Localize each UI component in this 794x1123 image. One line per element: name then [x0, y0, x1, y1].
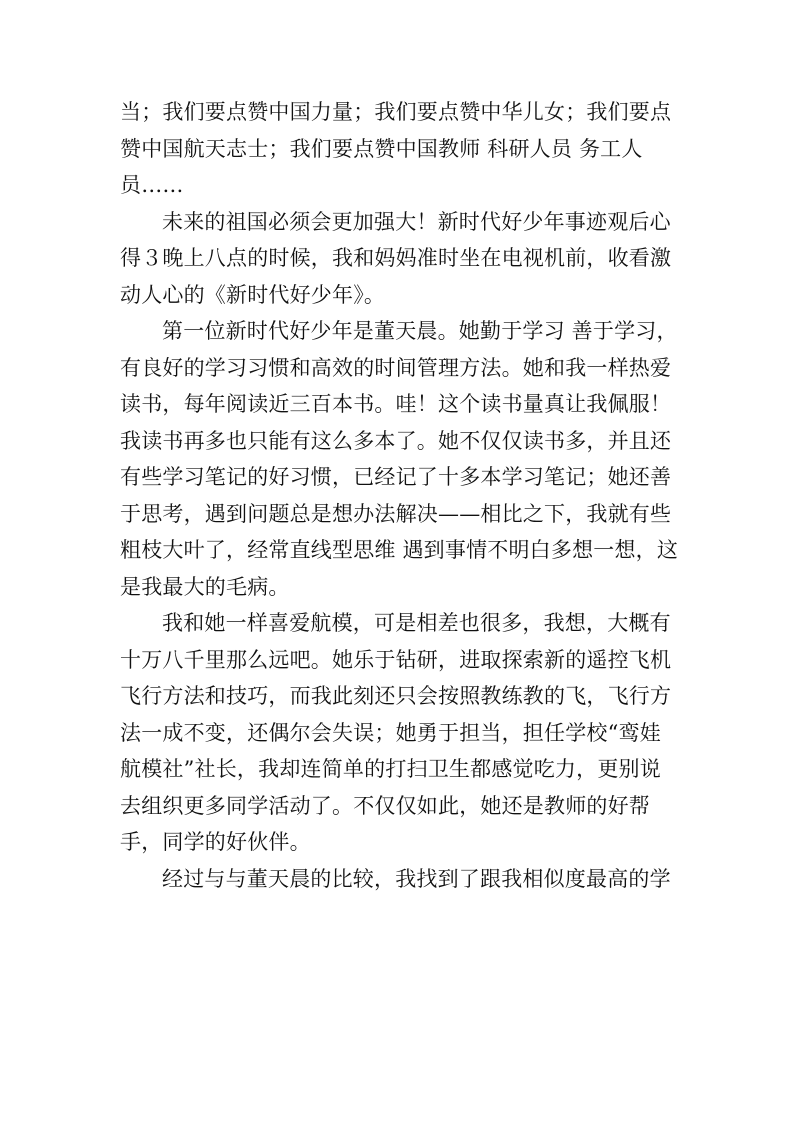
paragraph-aircraft-models: 我和她一样喜爱航模，可是相差也很多，我想，大概有十万八千里那么远吧。她乐于钻研，进取探索新的遥控飞机飞行方法和技巧，而我此刻还只会按照教练教的飞，飞行方法一成不变，还偶尔会失误；她勇于担当，担任学校“鸾娃航模社”社长，我却连简单的打扫卫生都感觉吃力，更别说去组织更多同学活动了。不仅仅如此，她还是教师的好帮手，同学的好伙伴。 — [120, 611, 672, 854]
paragraph-comparison: 经过与与董天晨的比较，我找到了跟我相似度最高的学 — [162, 866, 671, 891]
paragraph-dong-tianchen-study: 第一位新时代好少年是董天晨。她勤于学习 善于学习，有良好的学习习惯和高效的时间管理方法。她和我一样热爱读书，每年阅读近三百本书。哇！这个读书量真让我佩服！我读书再多也只能有这么多本了。她不仅仅读书多，并且还有些学习笔记的好习惯，已经记了十多本学习笔记；她还善于思考，遇到问题总是想办法解决——相比之下，我就有些粗枝大叶了，经常直线型思维 遇到事情不明白多想一想，这是我最大的毛病。 — [120, 319, 679, 599]
paragraph-future-motherland: 未来的祖国必须会更加强大！新时代好少年事迹观后心得３晚上八点的时候，我和妈妈准时坐在电视机前，收看激动人心的《新时代好少年》。 — [120, 209, 672, 307]
paragraph-continuation: 当；我们要点赞中国力量；我们要点赞中华儿女；我们要点赞中国航天志士；我们要点赞中国教师 科研人员 务工人员…… — [120, 100, 672, 197]
document-body — [120, 94, 680, 897]
